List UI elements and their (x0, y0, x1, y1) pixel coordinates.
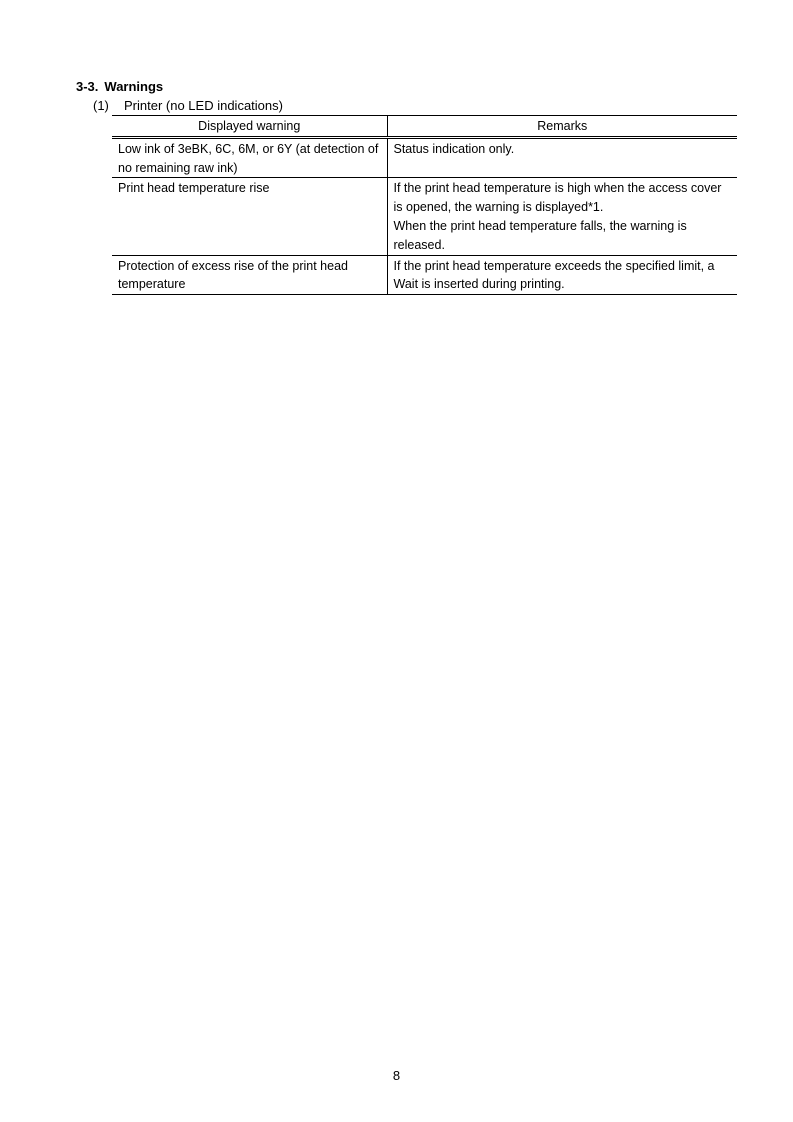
subsection-heading (93, 98, 283, 114)
section-title: Warnings (104, 79, 164, 94)
subsection-number: (1) (93, 98, 109, 113)
warning-cell: Print head temperature rise (112, 178, 387, 255)
section-number: 3-3. (76, 79, 99, 94)
warning-cell: Low ink of 3eBK, 6C, 6M, or 6Y (at detection of no remaining raw ink) (112, 137, 387, 178)
remarks-cell (387, 178, 737, 255)
remarks-line: When the print head temperature falls, the warning is released. (393, 218, 687, 252)
warnings-table (112, 115, 737, 295)
remarks-cell (387, 137, 737, 178)
table-row (112, 137, 737, 178)
table-header-row (112, 116, 737, 138)
remarks-line: If the print head temperature exceeds the specified limit, a Wait is inserted during printing. (393, 258, 715, 292)
remarks-cell (387, 255, 737, 295)
header-displayed-warning: Displayed warning (112, 116, 387, 138)
header-remarks: Remarks (387, 116, 737, 138)
table-row (112, 178, 737, 255)
table-row (112, 255, 737, 295)
remarks-line: If the print head temperature is high when the access cover is opened, the warning is displayed*1. (393, 181, 722, 215)
remarks-line: Status indication only. (393, 141, 515, 156)
subsection-title: Printer (no LED indications) (124, 98, 283, 113)
page-number: 8 (392, 1068, 401, 1083)
warning-cell: Protection of excess rise of the print head temperature (112, 255, 387, 295)
section-heading (76, 79, 163, 95)
